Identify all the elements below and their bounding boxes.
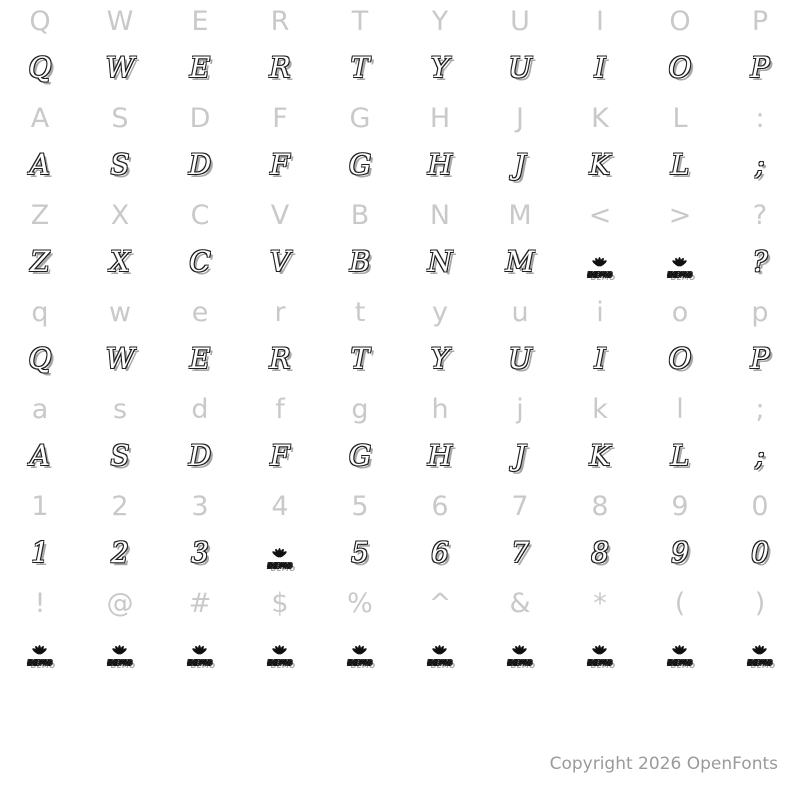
glyph-sample: ?: [752, 245, 768, 278]
reference-character: K: [591, 103, 609, 134]
demo-label: DEMO: [107, 659, 133, 667]
demo-watermark-icon: [0, 630, 80, 676]
glyph-sample: K: [589, 439, 611, 472]
glyph-sample: H: [427, 439, 453, 472]
reference-character: S: [111, 103, 129, 134]
reference-character: k: [592, 394, 608, 425]
demo-label: DEMO: [347, 659, 373, 667]
demo-label: DEMO: [427, 659, 453, 667]
glyph-sample: H: [427, 148, 453, 181]
reference-character: q: [31, 297, 49, 328]
demo-leaf-icon: [667, 640, 693, 666]
glyph-sample: 2: [111, 536, 129, 569]
glyph-sample: P: [750, 342, 770, 375]
glyph-row: [0, 630, 800, 679]
reference-character: A: [30, 103, 50, 134]
glyph-sample: F: [270, 148, 290, 181]
demo-label: DEMO: [267, 659, 293, 667]
glyph-sample: J: [514, 148, 526, 181]
glyph-sample: N: [427, 245, 453, 278]
reference-character: C: [190, 200, 210, 231]
reference-character: Z: [30, 200, 50, 231]
reference-character: *: [593, 588, 607, 619]
reference-character: H: [429, 103, 451, 134]
reference-character: W: [106, 6, 134, 37]
glyph-sample: G: [348, 439, 372, 472]
glyph-sample: I: [594, 342, 606, 375]
reference-character: 2: [111, 491, 129, 522]
demo-leaf-icon: [587, 640, 613, 666]
demo-label: DEMO: [667, 659, 693, 667]
demo-leaf-icon: [27, 640, 53, 666]
demo-watermark-icon: [320, 630, 400, 676]
reference-character: Y: [431, 6, 449, 37]
reference-character: >: [668, 200, 692, 231]
reference-character: D: [189, 103, 211, 134]
glyph-sample: 3: [191, 536, 209, 569]
demo-label: DEMO: [187, 659, 213, 667]
glyph-sample: Q: [28, 342, 52, 375]
glyph-row: [0, 242, 800, 291]
reference-character: I: [596, 6, 604, 37]
demo-leaf-icon: [427, 640, 453, 666]
demo-watermark-icon: [640, 630, 720, 676]
reference-character: R: [270, 6, 290, 37]
demo-label: DEMO: [747, 659, 773, 667]
glyph-sample: W: [105, 342, 135, 375]
demo-watermark-icon: [240, 533, 320, 579]
demo-leaf-icon: [747, 640, 773, 666]
reference-character: p: [751, 297, 769, 328]
demo-leaf-icon: [107, 640, 133, 666]
demo-label: DEMO: [267, 562, 293, 570]
demo-watermark-icon: [480, 630, 560, 676]
reference-character: B: [350, 200, 370, 231]
glyph-sample: T: [350, 342, 370, 375]
glyph-sample: M: [505, 245, 535, 278]
reference-character: G: [349, 103, 371, 134]
reference-character: j: [516, 394, 524, 425]
reference-character: O: [669, 6, 691, 37]
glyph-sample: A: [29, 439, 51, 472]
glyph-sample: O: [668, 51, 692, 84]
demo-watermark-icon: [720, 630, 800, 676]
reference-character: g: [351, 394, 369, 425]
glyph-sample: Y: [430, 51, 450, 84]
reference-character: ^: [428, 588, 452, 619]
reference-row: [0, 97, 800, 145]
reference-character: 3: [191, 491, 209, 522]
glyph-sample: 9: [671, 536, 689, 569]
demo-watermark-icon: [560, 630, 640, 676]
reference-character: <: [588, 200, 612, 231]
glyph-sample: R: [269, 342, 291, 375]
reference-character: @: [106, 588, 134, 619]
demo-watermark-icon: [80, 630, 160, 676]
reference-character: u: [511, 297, 529, 328]
demo-watermark-icon: [240, 630, 320, 676]
reference-character: y: [432, 297, 448, 328]
reference-row: [0, 291, 800, 339]
demo-label: DEMO: [27, 659, 53, 667]
reference-row: [0, 388, 800, 436]
glyph-sample: 6: [431, 536, 449, 569]
glyph-sample: G: [348, 148, 372, 181]
reference-character: !: [34, 588, 46, 619]
glyph-sample: L: [670, 439, 690, 472]
glyph-sample: U: [508, 342, 532, 375]
glyph-sample: Y: [430, 342, 450, 375]
glyph-sample: P: [750, 51, 770, 84]
reference-character: 0: [751, 491, 769, 522]
glyph-sample: O: [668, 342, 692, 375]
glyph-sample: ;: [755, 439, 765, 472]
reference-row: [0, 485, 800, 533]
glyph-row: [0, 339, 800, 388]
glyph-sample: ;: [755, 148, 765, 181]
reference-character: T: [351, 6, 369, 37]
reference-character: e: [191, 297, 209, 328]
glyph-sample: D: [188, 439, 212, 472]
reference-character: 5: [351, 491, 369, 522]
reference-character: X: [110, 200, 130, 231]
reference-character: a: [31, 394, 49, 425]
reference-character: s: [112, 394, 128, 425]
glyph-sample: X: [110, 245, 130, 278]
demo-label: DEMO: [587, 659, 613, 667]
reference-character: h: [431, 394, 449, 425]
reference-character: 6: [431, 491, 449, 522]
demo-leaf-icon: [587, 252, 613, 278]
glyph-sample: 1: [31, 536, 49, 569]
glyph-sample: Q: [28, 51, 52, 84]
reference-character: f: [275, 394, 285, 425]
demo-label: DEMO: [507, 659, 533, 667]
glyph-sample: E: [189, 342, 211, 375]
reference-character: ;: [755, 394, 765, 425]
reference-character: 9: [671, 491, 689, 522]
glyph-sample: A: [29, 148, 51, 181]
glyph-sample: R: [269, 51, 291, 84]
reference-character: &: [509, 588, 531, 619]
demo-leaf-icon: [267, 543, 293, 569]
glyph-sample: 5: [351, 536, 369, 569]
reference-row: [0, 0, 800, 48]
glyph-row: [0, 533, 800, 582]
demo-leaf-icon: [267, 640, 293, 666]
demo-leaf-icon: [507, 640, 533, 666]
glyph-sample: Z: [30, 245, 50, 278]
reference-character: (: [674, 588, 686, 619]
reference-character: i: [596, 297, 604, 328]
glyph-row: [0, 48, 800, 97]
glyph-sample: I: [594, 51, 606, 84]
reference-character: $: [271, 588, 289, 619]
glyph-sample: U: [508, 51, 532, 84]
glyph-sample: F: [270, 439, 290, 472]
demo-leaf-icon: [347, 640, 373, 666]
reference-character: r: [274, 297, 286, 328]
reference-character: 7: [511, 491, 529, 522]
demo-watermark-icon: [640, 242, 720, 288]
glyph-sample: L: [670, 148, 690, 181]
reference-character: l: [676, 394, 684, 425]
reference-character: 4: [271, 491, 289, 522]
glyph-row: [0, 145, 800, 194]
reference-character: :: [755, 103, 765, 134]
glyph-sample: E: [189, 51, 211, 84]
reference-character: d: [191, 394, 209, 425]
reference-character: o: [671, 297, 689, 328]
demo-watermark-icon: [560, 242, 640, 288]
demo-leaf-icon: [187, 640, 213, 666]
reference-character: L: [672, 103, 688, 134]
demo-leaf-icon: [667, 252, 693, 278]
reference-character: E: [191, 6, 209, 37]
glyph-sample: 8: [591, 536, 609, 569]
reference-character: w: [108, 297, 132, 328]
demo-label: DEMO: [587, 271, 613, 279]
glyph-sample: 0: [751, 536, 769, 569]
glyph-sample: D: [188, 148, 212, 181]
demo-watermark-icon: [160, 630, 240, 676]
glyph-sample: S: [110, 148, 130, 181]
reference-character: N: [429, 200, 451, 231]
reference-character: M: [508, 200, 532, 231]
glyph-sample: W: [105, 51, 135, 84]
glyph-sample: V: [269, 245, 291, 278]
reference-character: 1: [31, 491, 49, 522]
reference-character: ): [754, 588, 766, 619]
glyph-sample: K: [589, 148, 611, 181]
reference-character: P: [751, 6, 769, 37]
reference-character: ?: [752, 200, 768, 231]
glyph-sample: C: [189, 245, 211, 278]
reference-character: 8: [591, 491, 609, 522]
reference-character: t: [354, 297, 366, 328]
glyph-sample: S: [110, 439, 130, 472]
glyph-sample: B: [349, 245, 371, 278]
glyph-sample: 7: [511, 536, 529, 569]
demo-watermark-icon: [400, 630, 480, 676]
demo-label: DEMO: [667, 271, 693, 279]
reference-character: V: [270, 200, 290, 231]
glyph-sample: J: [514, 439, 526, 472]
reference-character: %: [347, 588, 373, 619]
reference-character: J: [516, 103, 524, 134]
reference-row: [0, 194, 800, 242]
glyph-sample: T: [350, 51, 370, 84]
reference-character: U: [510, 6, 530, 37]
reference-character: F: [272, 103, 288, 134]
reference-character: #: [188, 588, 212, 619]
reference-row: [0, 582, 800, 630]
glyph-row: [0, 436, 800, 485]
reference-character: Q: [29, 6, 51, 37]
copyright-notice: Copyright 2026 OpenFonts: [549, 754, 778, 774]
